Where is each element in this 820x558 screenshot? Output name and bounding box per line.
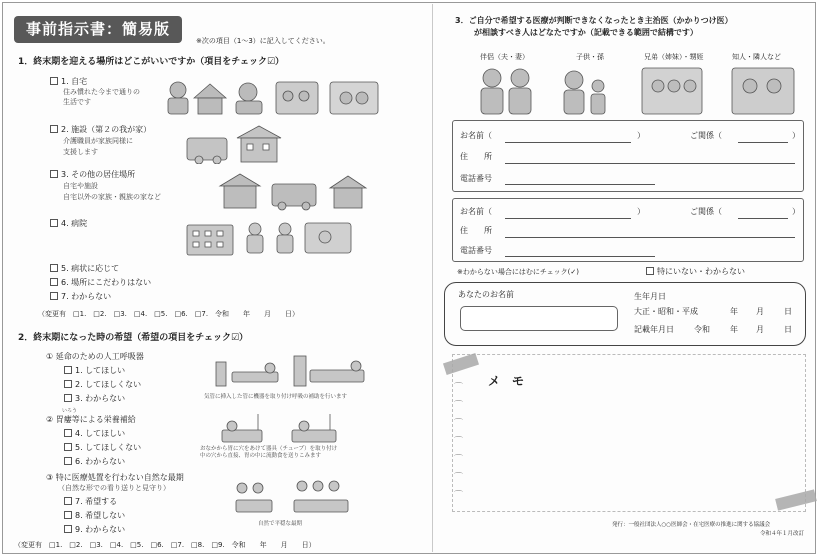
tube-caption-2: 中の穴から直接、胃の中に流動食を送りこみます: [200, 453, 322, 459]
q2-item-6[interactable]: 6. わからない: [64, 457, 125, 467]
q2-group-1-title: ① 延命のための人工呼吸器: [46, 352, 144, 361]
checkbox[interactable]: [64, 525, 72, 533]
q1-option-4[interactable]: 4. 病院: [50, 219, 87, 229]
your-name-label: あなたのお名前: [458, 290, 514, 299]
natural-death-illustration: [232, 478, 362, 518]
contact-1-phone-label: 電話番号: [460, 174, 492, 183]
checkbox[interactable]: [64, 497, 72, 505]
checkbox[interactable]: [646, 267, 654, 275]
q2-item-8[interactable]: 8. 希望しない: [64, 511, 125, 521]
footer-publisher: 発行：一般社団法人○○医師会・在宅医療の推進に関する協議会: [612, 522, 771, 528]
checkbox[interactable]: [64, 429, 72, 437]
person-label-children: 子供・孫: [576, 53, 604, 61]
q1-option-5[interactable]: 5. 病状に応じて: [50, 264, 119, 274]
ventilator-illustration: [210, 352, 370, 392]
feeding-tube-illustration: [218, 412, 348, 446]
q2-item-9[interactable]: 9. わからない: [64, 525, 125, 535]
checkbox[interactable]: [64, 366, 72, 374]
unknown-note: ※わからない場合にはむにチェック(✓): [457, 268, 579, 276]
contact-1-relation-label: ご関係（: [690, 131, 722, 140]
your-name-input[interactable]: [460, 306, 618, 331]
birth-label: 生年月日: [634, 292, 666, 301]
page-title: 事前指示書：簡易版: [14, 16, 182, 43]
q1-option-1-desc-1: 住み慣れた今まで通りの: [63, 88, 140, 96]
checkbox[interactable]: [64, 380, 72, 388]
contact-1-address-label: 住 所: [460, 152, 492, 161]
record-era: 令和: [694, 325, 710, 334]
memo-label: メ モ: [488, 374, 525, 388]
contact-1-relation-close: ）: [792, 131, 800, 140]
contact-2-address-label: 住 所: [460, 226, 492, 235]
record-month-unit: 月: [756, 325, 764, 334]
home-illustration: [164, 76, 384, 116]
record-date-label: 記載年月日: [634, 325, 674, 334]
contact-1-address-field[interactable]: [505, 163, 795, 164]
person-label-siblings: 兄弟（姉妹）・甥姪: [644, 53, 704, 61]
contact-1-phone-field[interactable]: [505, 184, 655, 185]
q3-heading-line-2: が相談すべき人はどなたですか（記載できる範囲で結構です）: [474, 28, 698, 37]
contact-2-relation-label: ご関係（: [690, 207, 722, 216]
q2-item-3[interactable]: 3. わからない: [64, 394, 125, 404]
q2-item-4[interactable]: 4. してほしい: [64, 429, 125, 439]
contact-box-2: [452, 198, 804, 262]
contact-1-name-close: ）: [637, 131, 645, 140]
natural-caption: 自然で平穏な最期: [258, 521, 303, 527]
q1-option-3-desc-1: 自宅や施設: [63, 182, 98, 190]
facility-illustration: [185, 122, 285, 164]
contact-1-name-label: お名前（: [460, 131, 492, 140]
q1-change-row[interactable]: （変更有 □1. □2. □3. □4. □5. □6. □7. 令和 年 月 日）: [38, 310, 300, 318]
q2-group-2-title: ② 胃瘻等による栄養補給: [46, 415, 136, 424]
contact-2-phone-label: 電話番号: [460, 246, 492, 255]
ventilator-caption: 気管に挿入した管に機器を取り付け呼吸の補助を行います: [204, 394, 348, 400]
birth-year-unit: 年: [730, 307, 738, 316]
q2-item-2[interactable]: 2. してほしくない: [64, 380, 141, 390]
checkbox[interactable]: [50, 292, 58, 300]
q1-option-2-desc-2: 支援します: [63, 148, 98, 156]
contact-box-1: [452, 120, 804, 192]
checkbox[interactable]: [64, 457, 72, 465]
q2-item-1[interactable]: 1. してほしい: [64, 366, 125, 376]
person-label-spouse: 伴侶（夫・妻）: [480, 53, 529, 61]
contact-2-name-field[interactable]: [505, 218, 631, 219]
q2-item-5[interactable]: 5. してほしくない: [64, 443, 141, 453]
instruction-text: ※次の項目（1〜3）に記入してください。: [196, 37, 330, 45]
era-options[interactable]: 大正・昭和・平成: [634, 307, 698, 316]
contact-2-name-close: ）: [637, 207, 645, 216]
birth-month-unit: 月: [756, 307, 764, 316]
q1-heading: 1．終末期を迎える場所はどこがいいですか（項目をチェック☑）: [18, 57, 285, 67]
contact-1-name-field[interactable]: [505, 142, 631, 143]
q2-change-row[interactable]: （変更有 □1. □2. □3. □4. □5. □6. □7. □8. □9. 令和 年 月 日）: [14, 541, 316, 549]
contact-2-address-field[interactable]: [505, 237, 795, 238]
contact-2-phone-field[interactable]: [505, 256, 655, 257]
other-residence-illustration: [218, 170, 368, 212]
q2-group-3-subtitle: （自然な形での看り送りと見守り）: [58, 484, 170, 492]
footer-revision: 令和４年１月改訂: [760, 531, 805, 537]
ruby-irou: いろう: [62, 408, 78, 414]
checkbox[interactable]: [64, 511, 72, 519]
q2-item-7[interactable]: 7. 希望する: [64, 497, 117, 507]
contact-2-name-label: お名前（: [460, 207, 492, 216]
checkbox[interactable]: [50, 219, 58, 227]
contact-2-relation-field[interactable]: [738, 218, 788, 219]
person-label-acquaintance: 知人・隣人など: [732, 53, 781, 61]
checkbox[interactable]: [50, 125, 58, 133]
checkbox[interactable]: [50, 77, 58, 85]
q2-group-3-title: ③ 特に医療処置を行わない自然な最期: [46, 473, 184, 482]
checkbox[interactable]: [50, 264, 58, 272]
q1-option-3-desc-2: 自宅以外の家族・親族の家など: [63, 193, 161, 201]
checkbox[interactable]: [64, 394, 72, 402]
record-year-unit: 年: [730, 325, 738, 334]
q1-option-2[interactable]: 2. 施設（第２の我が家）: [50, 125, 151, 135]
none-option[interactable]: 特にいない・わからない: [646, 267, 745, 277]
q2-heading: 2．終末期になった時の希望（希望の項目をチェック☑）: [18, 333, 249, 343]
page-spine: [432, 4, 433, 552]
checkbox[interactable]: [50, 170, 58, 178]
checkbox[interactable]: [64, 443, 72, 451]
q1-option-2-desc-1: 介護職員が家族同様に: [63, 137, 133, 145]
q1-option-6[interactable]: 6. 場所にこだわりはない: [50, 278, 151, 288]
q1-option-1-desc-2: 生活です: [63, 98, 91, 106]
record-day-unit: 日: [784, 325, 792, 334]
contact-1-relation-field[interactable]: [738, 142, 788, 143]
q1-option-1[interactable]: 1. 自宅: [50, 77, 87, 87]
people-illustrations: [470, 64, 800, 116]
q3-heading-line-1: 3．ご自分で希望する医療が判断できなくなったとき主治医（かかりつけ医）: [455, 16, 733, 25]
checkbox[interactable]: [50, 278, 58, 286]
q1-option-7[interactable]: 7. わからない: [50, 292, 111, 302]
birth-day-unit: 日: [784, 307, 792, 316]
hospital-illustration: [185, 215, 355, 257]
tube-caption-1: おなかから胃に穴をあけて器具（チューブ）を取り付け: [200, 446, 338, 452]
q1-option-3[interactable]: 3. その他の居住場所: [50, 170, 135, 180]
contact-2-relation-close: ）: [792, 207, 800, 216]
